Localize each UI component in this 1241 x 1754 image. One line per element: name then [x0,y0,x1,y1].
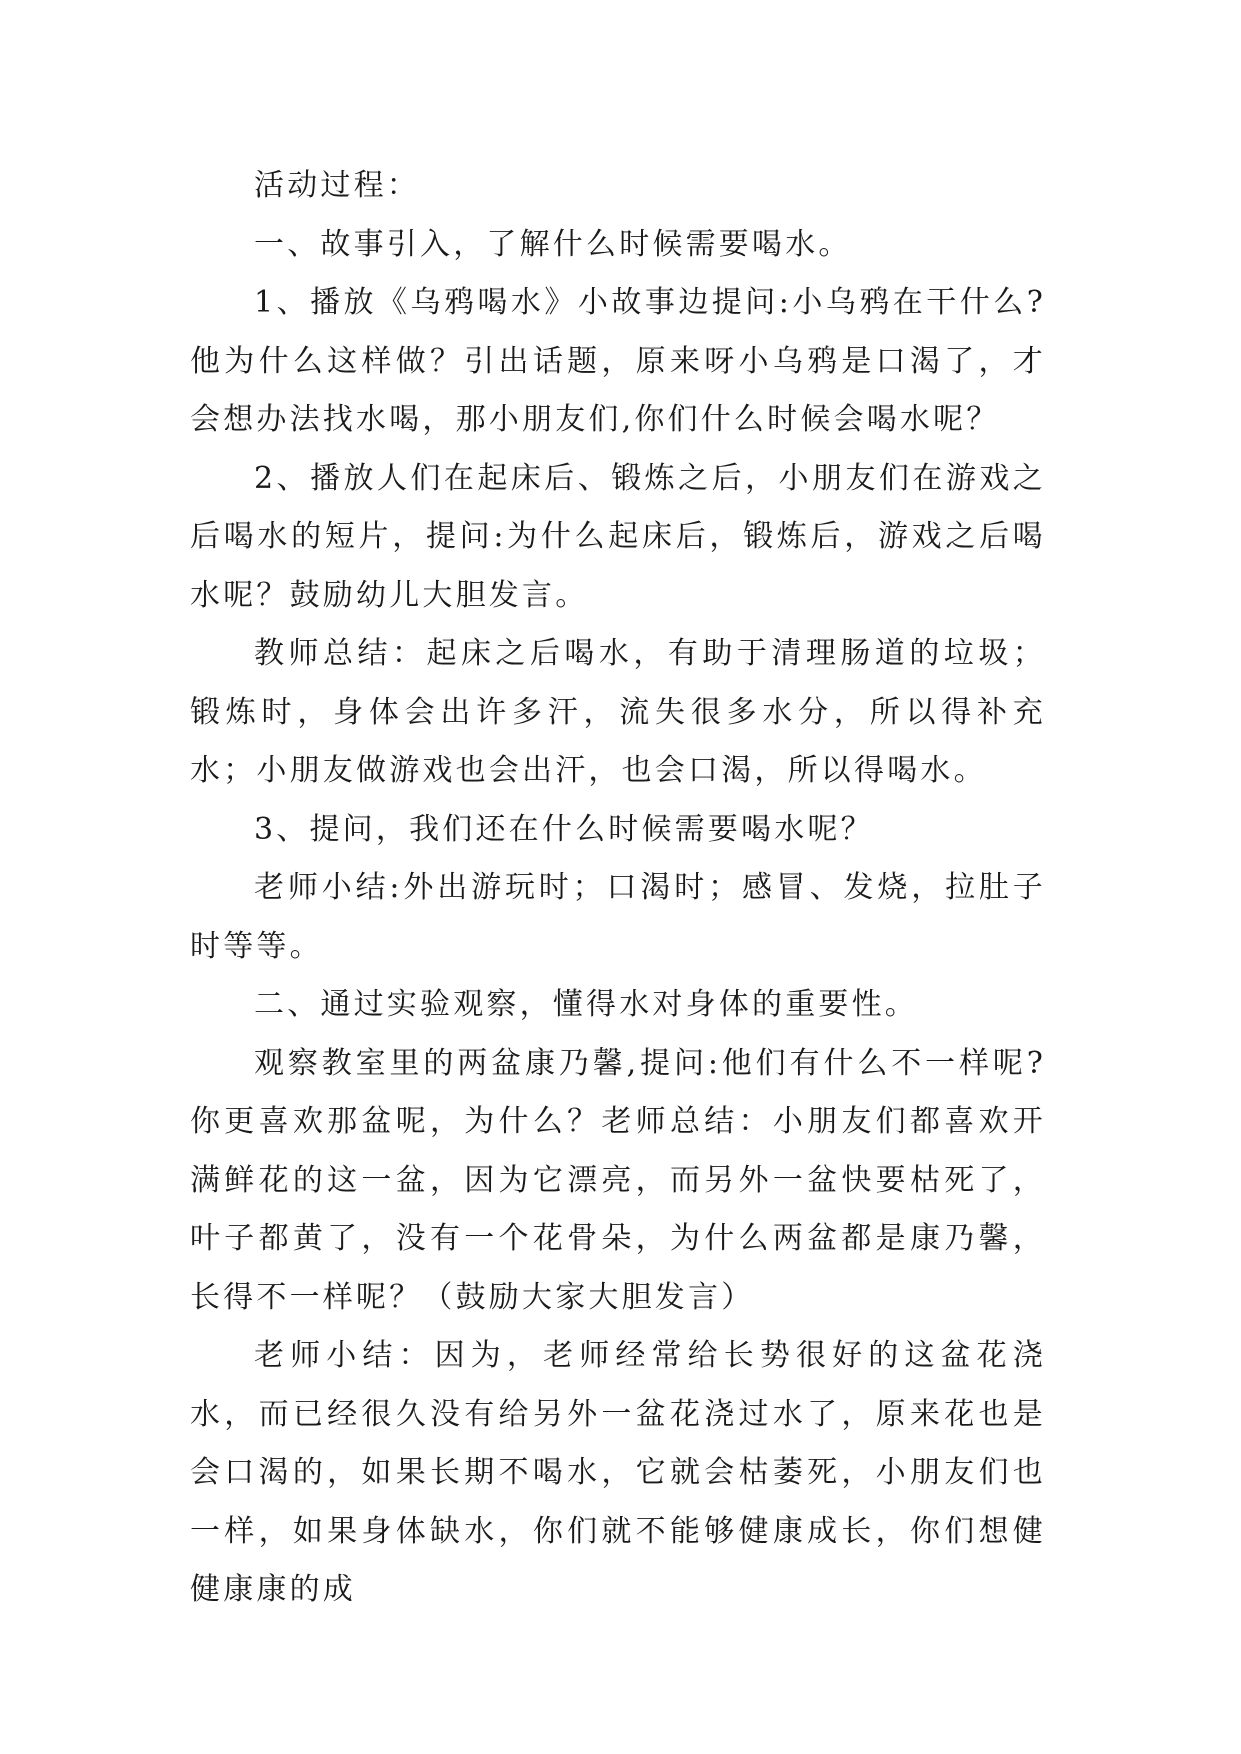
section-heading-story-intro: 一、故事引入，了解什么时候需要喝水。 [254,226,852,262]
section-heading-activity-process: 活动过程： [254,168,420,203]
paragraph-step-1: 1、播放《乌鸦喝水》小故事边提问:小乌鸦在干什么?他为什么这样做？引出话题，原来呀小乌鸦是口渴了，才会想办法找水喝，那小朋友们,你们什么时候会喝水呢？ [190,285,1046,437]
paragraph-teacher-conclusion-2: 老师小结：因为，老师经常给长势很好的这盆花浇水，而已经很久没有给另外一盆花浇过水了，原来花也是会口渴的，如果长期不喝水，它就会枯萎死，小朋友们也一样，如果身体缺水，你们就不能够健康成长，你们想健健康康的成 [190,1338,1046,1607]
paragraph-step-3: 3、提问，我们还在什么时候需要喝水呢？ [254,811,874,847]
document-body [190,157,1046,1620]
paragraph-teacher-conclusion-1: 老师小结:外出游玩时；口渴时；感冒、发烧，拉肚子时等等。 [190,870,1046,964]
paragraph-teacher-summary: 教师总结：起床之后喝水，有助于清理肠道的垃圾；锻炼时，身体会出许多汗，流失很多水分，所以得补充水；小朋友做游戏也会出汗，也会口渴，所以得喝水。 [190,636,1046,788]
paragraph-observation: 观察教室里的两盆康乃馨,提问:他们有什么不一样呢?你更喜欢那盆呢，为什么？老师总结：小朋友们都喜欢开满鲜花的这一盆，因为它漂亮，而另外一盆快要枯死了，叶子都黄了，没有一个花骨朵，为什么两盆都是康乃馨，长得不一样呢？（鼓励大家大胆发言） [190,1045,1046,1315]
paragraph-step-2: 2、播放人们在起床后、锻炼之后，小朋友们在游戏之后喝水的短片，提问:为什么起床后，锻炼后，游戏之后喝水呢？鼓励幼儿大胆发言。 [190,460,1046,613]
section-heading-experiment: 二、通过实验观察，懂得水对身体的重要性。 [254,987,918,1022]
